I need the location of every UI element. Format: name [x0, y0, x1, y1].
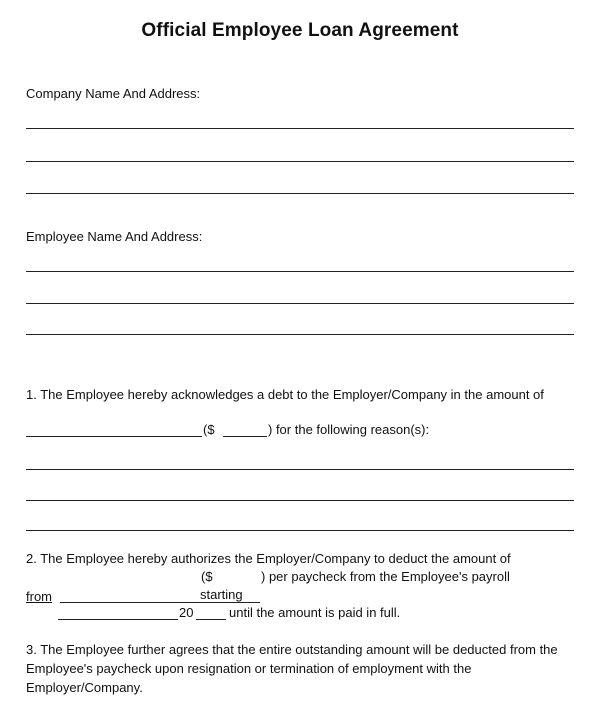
clause-2-year-blank[interactable] [196, 619, 226, 620]
clause-2-year-prefix: 20 [179, 605, 194, 620]
clause-2-until: until the amount is paid in full. [229, 605, 401, 620]
reason-line-2[interactable] [26, 500, 574, 501]
clause-2-text: 2. The Employee hereby authorizes the Employer/Company to deduct the amount of [26, 551, 511, 566]
clause-2-amount-close: ) per paycheck from the Employee's payroll [261, 569, 510, 584]
clause-1-amount-open: ($ [203, 422, 215, 437]
company-label: Company Name And Address: [26, 86, 201, 101]
clause-2-date-blank[interactable] [58, 619, 178, 620]
company-line-1[interactable] [26, 128, 574, 129]
clause-1-text: 1. The Employee hereby acknowledges a debt to the Employer/Company in the amount of [26, 387, 544, 402]
clause-2-from-blank[interactable] [60, 602, 200, 603]
clause-2-amount-blank[interactable] [220, 584, 260, 585]
clause-2-amount-open: ($ [201, 569, 213, 584]
employee-label: Employee Name And Address: [26, 229, 203, 244]
clause-1-amount-words-blank[interactable] [26, 436, 202, 437]
clause-2-until-row [0, 604, 600, 624]
clause-1-amount-close: ) for the following reason(s): [268, 422, 430, 437]
clause-3-text: 3. The Employee further agrees that the entire outstanding amount will be deducted from the Employee's paycheck upon resignation or termination of employment with the Employer/Company. [26, 642, 558, 695]
employee-line-2[interactable] [26, 303, 574, 304]
reason-line-1[interactable] [26, 469, 574, 470]
clause-1-amount-row [0, 420, 600, 440]
clause-2-starting: starting [200, 587, 243, 602]
employee-line-3[interactable] [26, 334, 574, 335]
reason-line-3[interactable] [26, 530, 574, 531]
company-line-2[interactable] [26, 161, 574, 162]
clause-1-amount-blank[interactable] [223, 436, 267, 437]
document-title: Official Employee Loan Agreement [141, 20, 459, 41]
clause-2-amount-words-blank[interactable] [26, 584, 200, 585]
employee-line-1[interactable] [26, 271, 574, 272]
company-line-3[interactable] [26, 193, 574, 194]
clause-2-from: from [26, 589, 52, 604]
clause-2-amount-row [0, 568, 600, 588]
